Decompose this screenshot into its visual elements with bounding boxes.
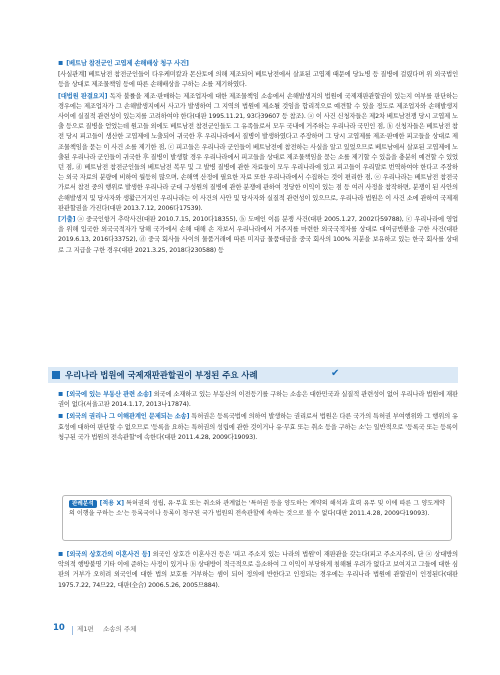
footer-title: 소송의 주체 xyxy=(103,625,137,633)
case-block xyxy=(58,58,458,256)
ref-text: ⓐ 중국인항거 추락사건(대판 2010.7.15, 2010다18355), ⓑ 도메인 이름 분쟁 사건(대판 2005.1.27, 2002다59788), ⓒ 우리나라에 영업을 위해 입국한 외국국적자가 당해 국가에서 손해 대해 손 자보서 우리나라에서 거주지를 마련한 외국국적자를 상대로 대여금반환을 구한 사건(대판 2019.6.13, 2016다33752), ⓓ 중국 회사들 사이의 물품거래에 따른 미지급 물품대금을 중국 회사의 100% 지분을 보유하고 있는 한국 회사를 상대로 그 지급을 구한 경우(대판 2021.3.25, 2018다230588) 등 xyxy=(58,216,458,254)
section-square-icon xyxy=(52,371,60,379)
list-item xyxy=(58,389,458,410)
footer-divider xyxy=(72,626,73,635)
judgment-text: 독자 불률을 제조·판매하는 제조업자에 대한 제조물책임 소송에서 손해발생지의 법원에 국제재판관할권이 있는지 여부를 판단하는 경우에는 제조업자가 그 손해발생지에서 사고가 발생하여 그 지역의 법원에 제소될 것임을 합리적으로 예견할 수 있을 정도로 제조업자와 손해발생지 사이에 실질적 관련성이 있는지를 고려하여야 한다(대판 1995.11.21, 93다39607 등 참조). ⓐ 이 사건 신청자들은 제2차 베트남전쟁 당시 고엽제 노출 등으로 질병을 얻었는데 원고들 외에도 베트남전 참전군인들도 그 유족들로서 모두 국내에 거주하는 우리나라 국민인 점, ⓑ 신청자들은 베트남전 참전 당시 피고들이 생산한 고엽제에 노출되어 귀국한 후 우리나라에서 질병이 발생하였다고 주장하며 그 당시 고엽제를 제조·판매한 피고들을 상대로 제조물책임을 묻는 이 사건 소를 제기한 점, ⓒ 피고들은 우리나라 군인들이 베트남전에 참전하는 사실을 알고 있었으므로 베트남에서 살포된 고엽제에 노출된 우리나라 군인들이 귀국한 후 질병이 발생할 경우 우리나라에서 피고들을 상대로 제조물책임을 묻는 소를 제기할 수 있음을 충분히 예견할 수 있었던 점, ⓓ 베트남전 참전군인들의 베트남전 복무 및 그 발병 질병에 관한 자료들이 모두 우리나라에 있고 피고들이 우리말로 번역하여야 한다고 주장하는 외국 자료의 분량에 비하여 월등히 많으며, 손해액 산정에 필요한 자료 또한 우리나라에서 수집하는 것이 편리한 점, ⓔ 우리나라는 베트남전 참전국가로서 참전 중의 행위로 발생한 우리나라 군대 구성원의 질병에 관한 분쟁에 관하여 정당한 이익이 있는 점 등 여러 사정을 참작하면, 분쟁이 된 사안의 손해발생지 및 당사자와 생활근거지인 우리나라는 이 사건의 사안 및 당사자와 실질적 관련성이 있으므로, 우리나라 법원은 이 사건 소에 관하여 국제재판관할권을 가진다(대판 2013.7.12, 2006다17539). xyxy=(58,92,458,212)
cases-list-continued xyxy=(58,549,458,591)
page-number: 10 xyxy=(53,623,65,633)
bullet-icon: ▪ xyxy=(58,411,64,421)
case-header: [베트남 참전군인 고엽제 손해배상 청구 사건] xyxy=(66,60,189,67)
case-references xyxy=(58,215,458,256)
ref-label: [기출] xyxy=(58,216,76,224)
precedent-note-box xyxy=(62,495,452,541)
checkmark-icon: ✔ xyxy=(331,368,340,379)
cases-list xyxy=(58,389,458,443)
item-tag: [외국에 있는 부동산 관련 소송] xyxy=(66,391,152,398)
case-judgment xyxy=(58,92,458,214)
bullet-icon: ▪ xyxy=(58,549,64,558)
section-title: 우리나라 법원에 국제재판관할권이 부정된 주요 사례 xyxy=(65,370,258,380)
section-heading xyxy=(48,367,458,383)
item-tag: [외국의 권리나 그 이해관계인 문제되는 소송] xyxy=(66,413,190,421)
judgment-title: [대법원 판결요지] xyxy=(58,92,108,100)
note-title: [적용 X] xyxy=(99,500,125,507)
item-text: 외국에 소재하고 있는 부동산의 이전등기를 구하는 소송은 대한민국과 실질적 관련성이 없어 우리나라 법원에 재판권이 없다(서울고판 2014.1.17, 2013나17874). xyxy=(58,391,458,409)
note-text: 특허권의 성립, 유·무효 또는 취소와 관계없는 '특허권 등을 양도하는 계약의 해석과 효력 유무 및 이에 따른 그 양도계약의 이행을 구하는 소'는 등록국이나 등록이 청구된 국가 법원의 전속관할에 속하는 것으로 볼 수 없다(대판 2011.4.28, 2009다19093). xyxy=(69,500,445,517)
item-tag: [외국의 상호간의 이혼사건 등] xyxy=(66,551,151,558)
case-facts: [사실관계] 베트남전 참전군인들이 다우케미칼과 몬산토에 의해 제조되어 베트남전에서 살포된 고엽제 때문에 당뇨병 등 질병에 걸렸다며 위 외국법인 등을 상대로 제조물책임 등에 따른 손해배상을 구하는 소를 제기하였다. xyxy=(58,71,458,89)
item-text: 외국인 상호간 이혼사건 등은 '피고 주소지 있는 나라의 법원'이 재판관을 갖는다(피고 주소지주의, 단 ⓐ 상대방의 악의적 행방불명 기타 이에 준하는 사정이 있거나 ⓑ 상대방이 적극적으로 응소하여 그 이익이 부당하게 침해될 우려가 없다고 보여지고 그들에 대한 심판의 거부가 오히려 외국인에 대한 법의 보호를 거부하는 셈이 되어 정의에 반한다고 인정되는 경우에는 우리나라 법원에 관할권이 인정된다(대판 1975.7.22, 74므22, 대판(全合) 2006.5.26, 2005므884). xyxy=(58,551,458,589)
case-header-line xyxy=(58,58,458,69)
item-text: 특허권은 등록국법에 의하여 발생하는 권리로서 법원은 다른 국가의 특허권 부여행위와 그 행위의 유효성에 대하여 판단할 수 없으므로 '등록을 요하는 특허권의 성립에 관한 것이거나 유·무효 또는 취소 등을 구하는 소'는 일반적으로 '등록국 또는 등록이 청구된 국가 법원의 전속관할'에 속한다(대판 2011.4.28, 2009다19093). xyxy=(58,413,458,441)
note-badge: 판례분석 xyxy=(69,500,97,508)
bullet-icon: ▪ xyxy=(58,389,64,398)
list-item xyxy=(58,411,458,443)
list-item xyxy=(58,549,458,591)
footer-chapter: 제1편 xyxy=(77,625,94,633)
bullet-icon: ▪ xyxy=(58,58,64,67)
